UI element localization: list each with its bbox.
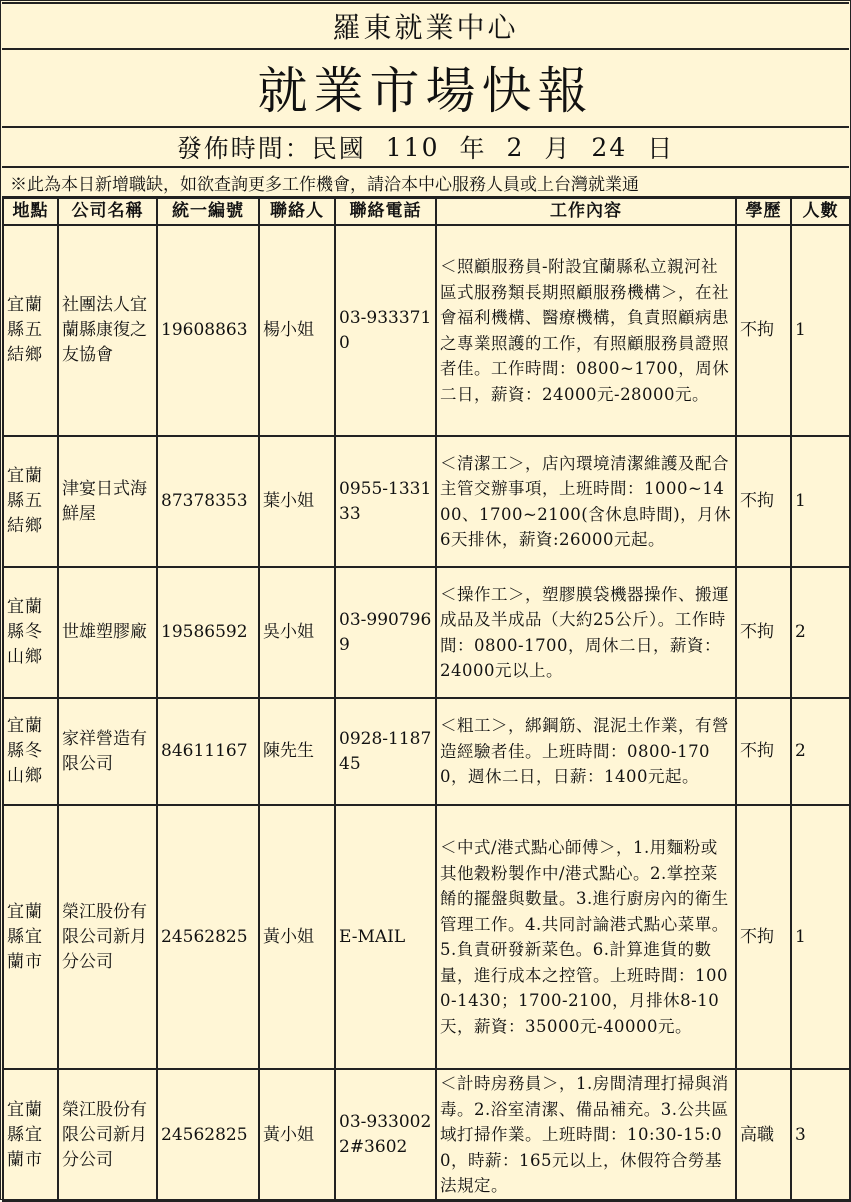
organization-name: 羅東就業中心 [2,2,849,50]
cell-location: 宜蘭縣宜蘭市 [3,805,58,1069]
table-row [3,1069,850,1201]
cell-location: 宜蘭縣冬山鄉 [3,567,58,698]
publish-day: 24 [591,132,628,162]
cell-tax-id: 19608863 [157,225,259,436]
job-listing-table [2,197,851,1202]
cell-phone: 03-9333710 [335,225,436,436]
publish-month: 2 [506,132,525,162]
cell-phone: 03-9330022#3602 [335,1069,436,1201]
cell-headcount: 2 [791,698,850,805]
table-header-row [3,198,850,225]
cell-job-content: ＜照顧服務員-附設宜蘭縣私立親河社區式服務類長期照顧服務機構＞，在社會福利機構、醫療機構，負責照顧病患之專業照護的工作，有照顧服務員證照者佳。工作時間：0800~1700，周休二日，薪資：24000元-28000元。 [436,225,736,436]
publish-date-label: 發佈時間：民國 [176,134,366,163]
cell-contact: 吳小姐 [259,567,335,698]
cell-company: 榮江股份有限公司新月分公司 [58,805,157,1069]
cell-tax-id: 24562825 [157,805,259,1069]
cell-location: 宜蘭縣冬山鄉 [3,698,58,805]
column-header-headcount: 人數 [791,198,850,225]
cell-phone: 0955-133133 [335,436,436,567]
cell-contact: 黃小姐 [259,805,335,1069]
publish-date [2,128,849,168]
cell-education: 不拘 [736,567,791,698]
publish-month-unit: 月 [544,134,572,163]
column-header-education: 學歷 [736,198,791,225]
cell-education: 不拘 [736,436,791,567]
cell-education: 不拘 [736,698,791,805]
cell-location: 宜蘭縣五結鄉 [3,436,58,567]
cell-headcount: 2 [791,567,850,698]
cell-tax-id: 84611167 [157,698,259,805]
notice-text: ※此為本日新增職缺，如欲查詢更多工作機會，請洽本中心服務人員或上台灣就業通 [2,168,851,198]
cell-education: 不拘 [736,805,791,1069]
cell-company: 榮江股份有限公司新月分公司 [58,1069,157,1201]
cell-phone: 0928-118745 [335,698,436,805]
cell-company: 世雄塑膠廠 [58,567,157,698]
publish-year: 110 [385,132,440,162]
cell-company: 家祥營造有限公司 [58,698,157,805]
cell-headcount: 1 [791,436,850,567]
column-header-phone: 聯絡電話 [335,198,436,225]
cell-contact: 黃小姐 [259,1069,335,1201]
cell-headcount: 3 [791,1069,850,1201]
table-row [3,698,850,805]
cell-tax-id: 19586592 [157,567,259,698]
cell-phone: E-MAIL [335,805,436,1069]
cell-location: 宜蘭縣五結鄉 [3,225,58,436]
publish-day-unit: 日 [647,134,675,163]
cell-contact: 陳先生 [259,698,335,805]
column-header-tax-id: 統一編號 [157,198,259,225]
cell-contact: 葉小姐 [259,436,335,567]
cell-job-content: ＜操作工＞，塑膠膜袋機器操作、搬運成品及半成品（大約25公斤）。工作時間：0800-1700，周休二日，薪資：24000元以上。 [436,567,736,698]
cell-education: 不拘 [736,225,791,436]
cell-location: 宜蘭縣宜蘭市 [3,1069,58,1201]
cell-job-content: ＜粗工＞，綁鋼筋、混泥土作業，有營造經驗者佳。上班時間：0800-1700，週休二日，日薪：1400元起。 [436,698,736,805]
cell-tax-id: 24562825 [157,1069,259,1201]
page-title: 就業市場快報 [2,48,849,128]
cell-contact: 楊小姐 [259,225,335,436]
cell-headcount: 1 [791,805,850,1069]
table-row [3,436,850,567]
cell-company: 津宴日式海鮮屋 [58,436,157,567]
column-header-contact: 聯絡人 [259,198,335,225]
cell-job-content: ＜中式/港式點心師傅＞，1.用麵粉或其他穀粉製作中/港式點心。2.掌控菜餚的擺盤與數量。3.進行廚房內的衛生管理工作。4.共同討論港式點心菜單。5.負責研發新菜色。6.計算進貨的數量，進行成本之控管。上班時間：1000-1430；1700-2100，月排休8-10天，薪資：35000元-40000元。 [436,805,736,1069]
publish-year-unit: 年 [459,134,487,163]
column-header-company: 公司名稱 [58,198,157,225]
column-header-job-content: 工作內容 [436,198,736,225]
cell-headcount: 1 [791,225,850,436]
cell-phone: 03-9907969 [335,567,436,698]
table-row [3,567,850,698]
table-row [3,805,850,1069]
cell-tax-id: 87378353 [157,436,259,567]
column-header-location: 地點 [3,198,58,225]
cell-job-content: ＜計時房務員＞，1.房間清理打掃與消毒。2.浴室清潔、備品補充。3.公共區域打掃作業。上班時間：10:30-15:00，時薪：165元以上，休假符合勞基法規定。 [436,1069,736,1201]
table-row [3,225,850,436]
cell-job-content: ＜清潔工＞，店內環境清潔維護及配合主管交辦事項，上班時間：1000~1400、1700~2100(含休息時間)，月休6天排休，薪資:26000元起。 [436,436,736,567]
cell-education: 高職 [736,1069,791,1201]
cell-company: 社團法人宜蘭縣康復之友協會 [58,225,157,436]
